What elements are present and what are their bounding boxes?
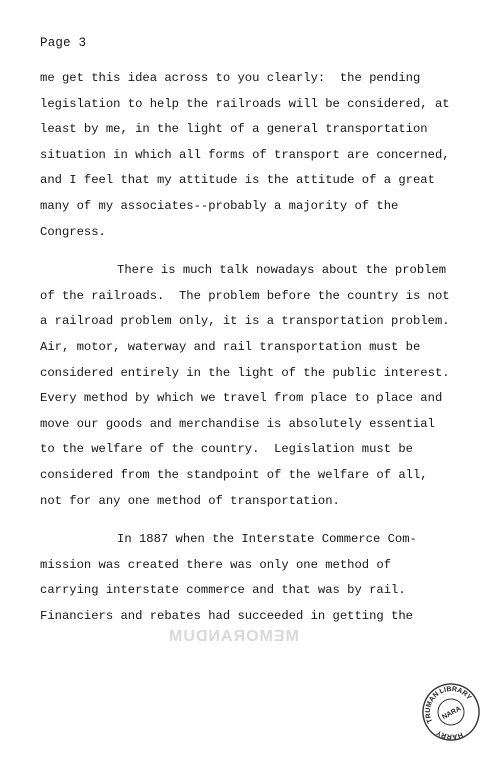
- archive-stamp: [410, 671, 491, 752]
- text-line: of the railroads. The problem before the country is not: [40, 288, 450, 303]
- text-line: and I feel that my attitude is the attitude of a great: [40, 173, 435, 188]
- text-line: not for any one method of transportation.: [40, 493, 340, 508]
- text-line: situation in which all forms of transport are concerned,: [40, 147, 450, 162]
- stamp-left-text: HARRY: [435, 728, 464, 740]
- typed-body: [40, 66, 495, 642]
- text-line: least by me, in the light of a general transportation: [40, 122, 428, 137]
- stamp-center-text: NARA: [441, 705, 463, 722]
- text-line: considered from the standpoint of the welfare of all,: [40, 467, 428, 482]
- text-line: me get this idea across to you clearly: the pending: [40, 71, 421, 85]
- page-number: Page 3: [40, 36, 87, 50]
- text-line: legislation to help the railroads will be considered, at: [40, 96, 450, 111]
- bleed-through-text: MEMORANDUM: [168, 628, 299, 645]
- library-seal-icon: [410, 671, 491, 752]
- text-line: Financiers and rebates had succeeded in getting the: [40, 608, 413, 623]
- text-line: considered entirely in the light of the public interest.: [40, 365, 450, 380]
- text-line: Air, motor, waterway and rail transportation must be: [40, 339, 421, 354]
- text-line: a railroad problem only, it is a transportation problem.: [40, 314, 450, 329]
- text-line: to the welfare of the country. Legislation must be: [40, 442, 413, 457]
- stamp-top-text: TRUMAN LIBRARY: [424, 685, 473, 724]
- text-line: Every method by which we travel from place to place and: [40, 391, 443, 406]
- text-line: many of my associates--probably a majority of the: [40, 198, 399, 213]
- text-line: mission was created there was only one method of: [40, 557, 392, 572]
- text-line: carrying interstate commerce and that was by rail.: [40, 583, 406, 598]
- paragraph-3: [40, 527, 495, 629]
- text-line: There is much talk nowadays about the problem: [117, 263, 447, 278]
- text-line: move our goods and merchandise is absolutely essential: [40, 416, 435, 431]
- svg-text:HARRY: [434, 720, 465, 749]
- text-line: In 1887 when the Interstate Commerce Com-: [117, 532, 417, 547]
- text-line: Congress.: [40, 224, 106, 239]
- paragraph-1: [40, 66, 495, 245]
- paragraph-2: [40, 258, 495, 514]
